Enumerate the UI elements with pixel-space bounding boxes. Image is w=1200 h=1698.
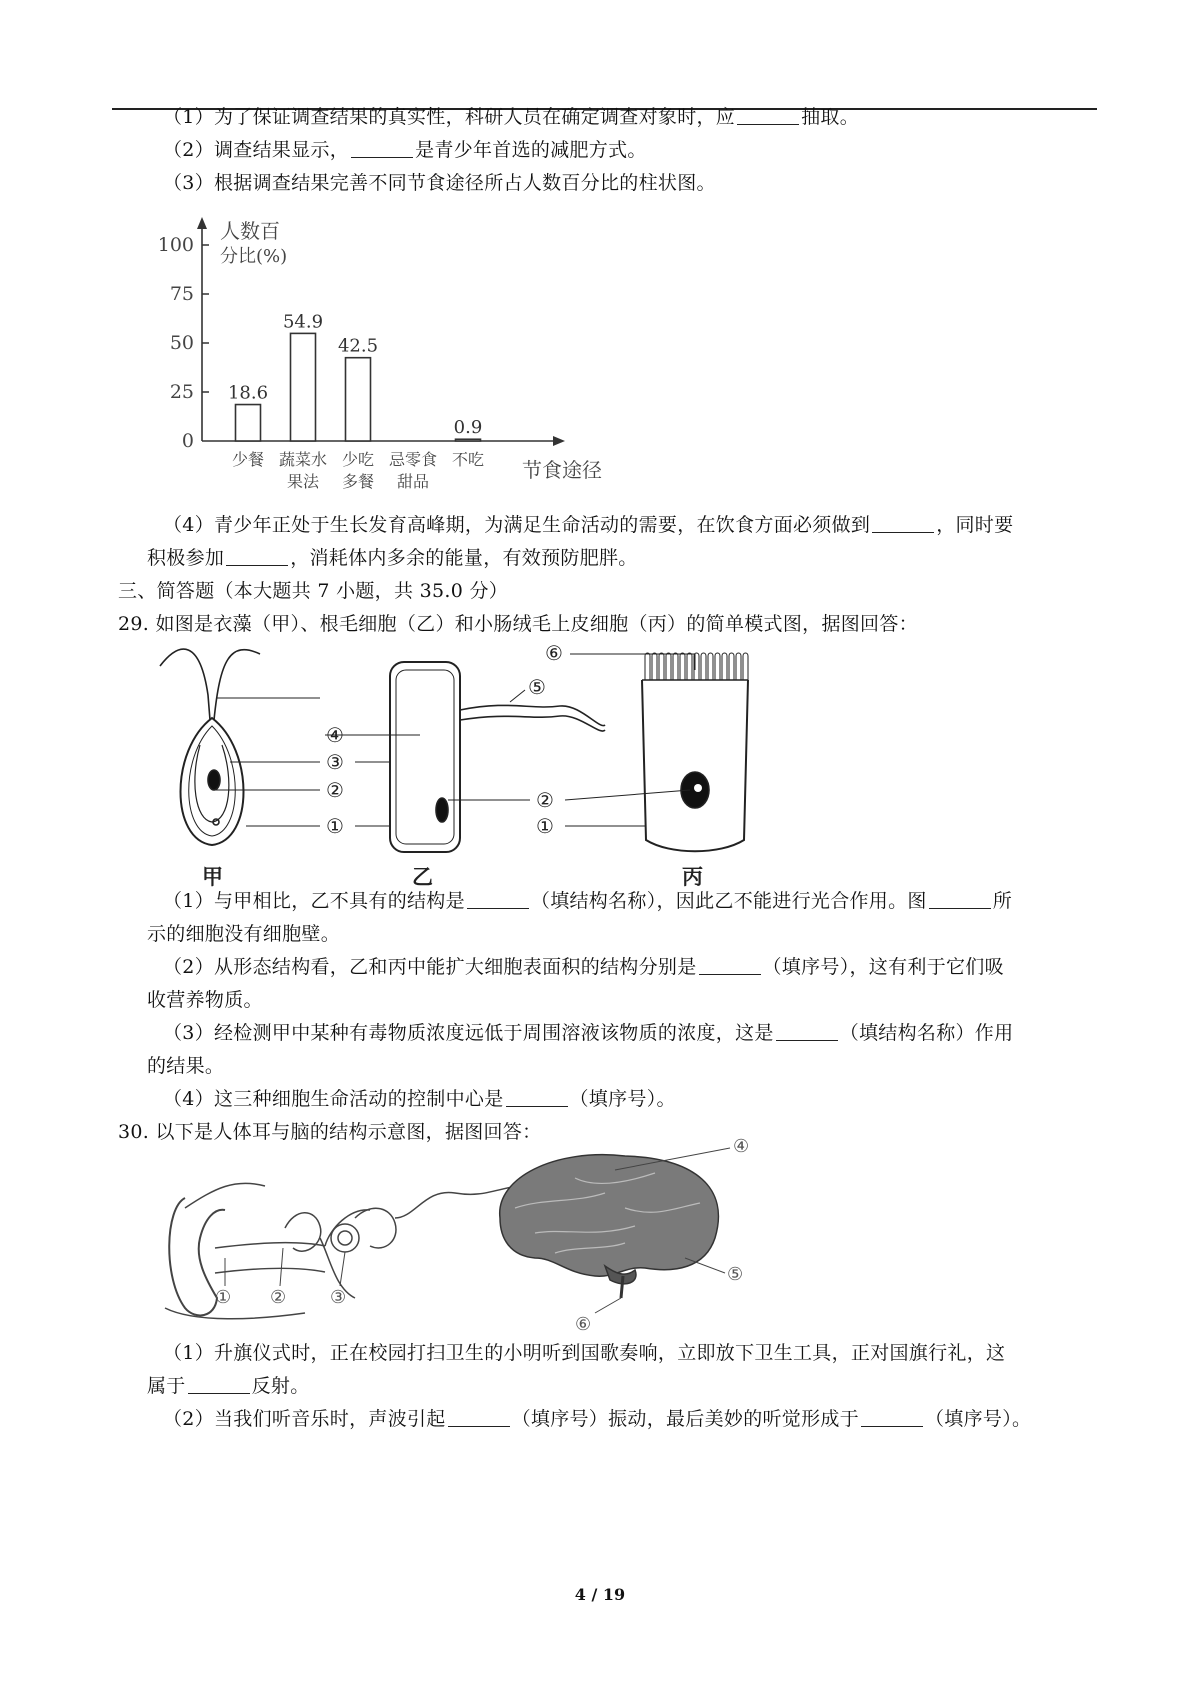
section-heading: 三、简答题（本大题共 7 小题，共 35.0 分） bbox=[118, 580, 509, 602]
answer-blank[interactable] bbox=[872, 514, 934, 533]
category-label: 蔬菜水 bbox=[278, 450, 328, 469]
microvillus bbox=[729, 653, 734, 680]
microvillus bbox=[666, 653, 671, 680]
category-label: 少吃 bbox=[341, 450, 375, 469]
q30-part1-line1: （1）升旗仪式时，正在校园打扫卫生的小明听到国歌奏响，立即放下卫生工具，正对国旗行礼，这 bbox=[163, 1342, 1006, 1364]
bar bbox=[346, 358, 371, 441]
label-3: ③ bbox=[326, 750, 344, 774]
microvillus bbox=[659, 653, 664, 680]
category-label: 不吃 bbox=[451, 450, 485, 469]
microvillus bbox=[673, 653, 678, 680]
q29-part3-line1: （3）经检测甲中某种有毒物质浓度远低于周围溶液该物质的浓度，这是 （填结构名称）作用 bbox=[163, 1022, 1014, 1044]
label-1: ① bbox=[326, 814, 344, 838]
category-label: 忌零食 bbox=[388, 450, 438, 469]
q29-part1-line2: 示的细胞没有细胞壁。 bbox=[147, 923, 341, 945]
bar-value-label: 54.9 bbox=[282, 311, 324, 333]
y-tick-label: 75 bbox=[169, 283, 194, 305]
q30-stem: 30. 以下是人体耳与脑的结构示意图，据图回答： bbox=[118, 1121, 542, 1143]
x-axis-label: 节食途径 bbox=[522, 458, 602, 482]
answer-blank[interactable] bbox=[506, 1088, 568, 1107]
label-1b: ① bbox=[536, 814, 554, 838]
nucleus-icon bbox=[436, 798, 448, 822]
y-tick-label: 0 bbox=[181, 430, 194, 452]
y-tick-label: 100 bbox=[157, 234, 194, 256]
label-2b: ② bbox=[536, 788, 554, 812]
microvillus bbox=[722, 653, 727, 680]
nucleus-icon bbox=[208, 770, 220, 790]
microvillus bbox=[743, 653, 748, 680]
q28-part4-line2: 积极参加 ，消耗体内多余的能量，有效预防肥胖。 bbox=[147, 547, 638, 569]
microvillus bbox=[701, 653, 706, 680]
y-tick-label: 25 bbox=[169, 381, 194, 403]
y-axis-label-line2: 分比(%) bbox=[220, 246, 288, 267]
label-2: ② bbox=[326, 778, 344, 802]
brain-structure bbox=[500, 1155, 719, 1298]
answer-blank[interactable] bbox=[448, 1408, 510, 1427]
q29-part1-line1: （1）与甲相比，乙不具有的结构是 （填结构名称），因此乙不能进行光合作用。图 所 bbox=[163, 890, 1013, 912]
microvillus bbox=[687, 653, 692, 680]
chlamydomonas-cell bbox=[160, 649, 260, 845]
q28-part2: （2）调查结果显示， 是青少年首选的减肥方式。 bbox=[163, 139, 647, 161]
q29-part2-line1: （2）从形态结构看，乙和丙中能扩大细胞表面积的结构分别是 （填序号），这有利于它们吸 bbox=[163, 956, 1004, 978]
bar bbox=[456, 439, 481, 441]
cell-diagram bbox=[150, 640, 770, 890]
answer-blank[interactable] bbox=[226, 547, 288, 566]
answer-blank[interactable] bbox=[737, 106, 799, 125]
q29-part4: （4）这三种细胞生命活动的控制中心是 （填序号）。 bbox=[163, 1088, 676, 1110]
answer-blank[interactable] bbox=[776, 1022, 838, 1041]
y-axis-arrow bbox=[197, 217, 207, 229]
ear-brain-diagram bbox=[155, 1136, 835, 1338]
page-number: 4 / 19 bbox=[574, 1585, 626, 1604]
answer-blank[interactable] bbox=[699, 956, 761, 975]
bar bbox=[236, 405, 261, 441]
q29-part3-line2: 的结果。 bbox=[147, 1055, 225, 1077]
microvillus bbox=[652, 653, 657, 680]
root-hair-cell bbox=[390, 662, 605, 852]
q30-part1-line2: 属于 反射。 bbox=[147, 1375, 310, 1397]
q28-part1: （1）为了保证调查结果的真实性，科研人员在确定调查对象时，应 抽取。 bbox=[163, 106, 859, 128]
label-1: ① bbox=[215, 1287, 232, 1308]
answer-blank[interactable] bbox=[861, 1408, 923, 1427]
label-5: ⑤ bbox=[727, 1264, 744, 1285]
bar-value-label: 42.5 bbox=[337, 335, 379, 357]
microvillus bbox=[736, 653, 741, 680]
caption-jia: 甲 bbox=[202, 864, 223, 889]
label-6: ⑥ bbox=[545, 641, 563, 665]
category-label: 甜品 bbox=[396, 472, 430, 491]
category-label: 果法 bbox=[286, 472, 320, 491]
bar bbox=[291, 333, 316, 441]
label-2: ② bbox=[270, 1287, 287, 1308]
microvillus bbox=[715, 653, 720, 680]
q28-part4-line1: （4）青少年正处于生长发育高峰期，为满足生命活动的需要，在饮食方面必须做到 ，同时要 bbox=[163, 514, 1014, 536]
bar-value-label: 18.6 bbox=[227, 382, 269, 404]
bar-chart bbox=[150, 215, 680, 515]
label-4: ④ bbox=[733, 1136, 750, 1157]
answer-blank[interactable] bbox=[188, 1375, 250, 1394]
answer-blank[interactable] bbox=[929, 890, 991, 909]
microvillus bbox=[680, 653, 685, 680]
category-label: 多餐 bbox=[341, 472, 375, 491]
x-axis-arrow bbox=[553, 436, 565, 446]
microvillus bbox=[645, 653, 650, 680]
y-tick-label: 50 bbox=[169, 332, 194, 354]
answer-blank[interactable] bbox=[467, 890, 529, 909]
y-axis-label-line1: 人数百 bbox=[220, 219, 280, 243]
bar-value-label: 0.9 bbox=[453, 417, 483, 439]
q30-part2: （2）当我们听音乐时，声波引起 （填序号）振动，最后美妙的听觉形成于 （填序号）。 bbox=[163, 1408, 1032, 1430]
label-3: ③ bbox=[330, 1287, 347, 1308]
label-4: ④ bbox=[326, 723, 344, 747]
answer-blank[interactable] bbox=[351, 139, 413, 158]
category-label: 少餐 bbox=[231, 450, 265, 469]
caption-yi: 乙 bbox=[412, 864, 433, 889]
caption-bing: 丙 bbox=[682, 864, 703, 889]
microvillus bbox=[708, 653, 713, 680]
label-6: ⑥ bbox=[575, 1314, 592, 1335]
q29-stem: 29. 如图是衣藻（甲）、根毛细胞（乙）和小肠绒毛上皮细胞（丙）的简单模式图，据图回答： bbox=[118, 613, 918, 635]
q28-part3: （3）根据调查结果完善不同节食途径所占人数百分比的柱状图。 bbox=[163, 172, 716, 194]
q29-part2-line2: 收营养物质。 bbox=[147, 989, 263, 1011]
epithelial-cell bbox=[642, 653, 748, 851]
label-5: ⑤ bbox=[528, 675, 546, 699]
